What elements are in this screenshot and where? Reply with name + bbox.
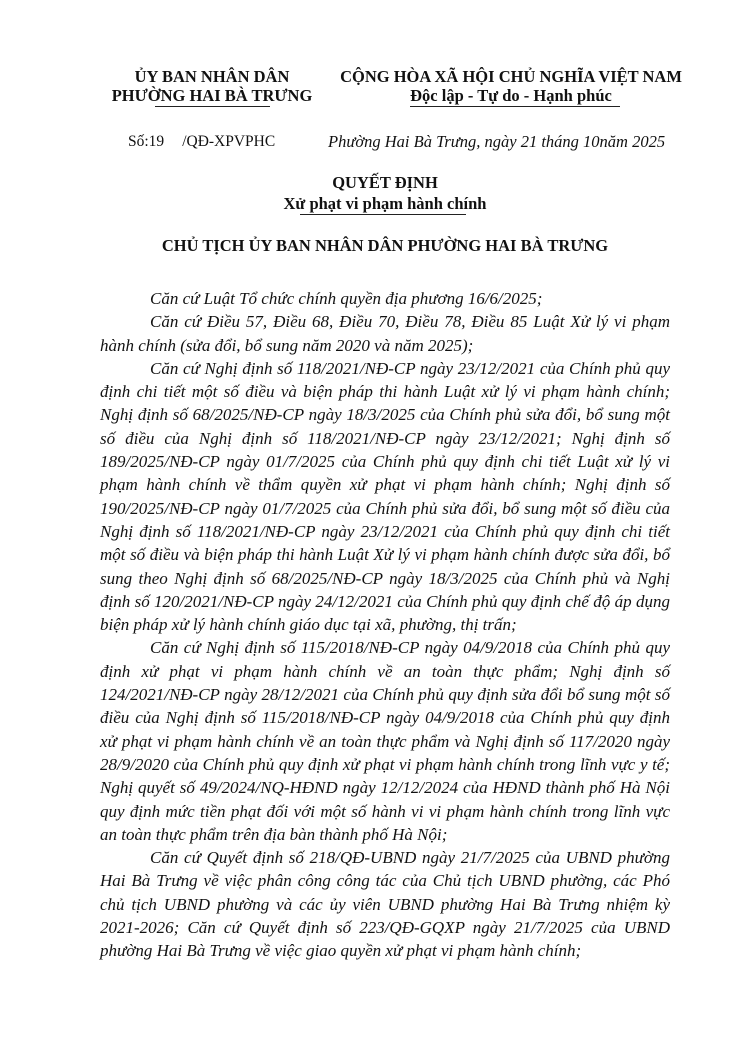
agency-ward: PHƯỜNG HAI BÀ TRƯNG [111,86,313,105]
document-type-title: QUYẾT ĐỊNH [332,173,438,192]
subject-underline-divider [300,214,466,215]
national-motto: Độc lập - Tự do - Hạnh phúc [410,86,612,105]
legal-basis-paragraph: Căn cứ Nghị định số 118/2021/NĐ-CP ngày 23/12/2021 của Chính phủ quy định chi tiết một số điều và biện pháp thi hành Luật xử lý vi phạm hành chính; Nghị định số 68/2025/NĐ-CP ngày 18/3/2025 của Chính phủ sửa đổi, bổ sung một số điều của Nghị định số 118/2021/NĐ-CP ngày 23/12/2021; Nghị định số 189/2025/NĐ-CP ngày 01/7/2025 của Chính phủ quy định chi tiết Luật xử lý vi phạm hành chính về thẩm quyền xử phạt vi phạm hành chính; Nghị định số 190/2025/NĐ-CP ngày 01/7/2025 của Chính phủ sửa đổi, bổ sung một số điều của Nghị định số 118/2021/NĐ-CP ngày 23/12/2021 của Chính phủ quy định chi tiết một số điều và biện pháp thi hành Luật Xử lý vi phạm hành chính được sửa đổi, bổ sung theo Nghị định số 68/2025/NĐ-CP ngày 18/3/2025 của Chính phủ và Nghị định số 120/2021/NĐ-CP ngày 24/12/2021 của Chính phủ quy định chế độ áp dụng biện pháp xử lý hành chính giáo dục tại xã, phường, thị trấn; [100,358,670,635]
legal-basis-paragraph: Căn cứ Điều 57, Điều 68, Điều 70, Điều 78, Điều 85 Luật Xử lý vi phạm hành chính (sửa đổi, bổ sung năm 2020 và năm 2025); [100,312,670,355]
national-title-header [326,67,696,105]
legal-basis-paragraph: Căn cứ Quyết định số 218/QĐ-UBND ngày 21/7/2025 của UBND phường Hai Bà Trưng về việc phân công công tác của Chủ tịch UBND phường, các Phó chủ tịch UBND phường và các ủy viên UBND phường Hai Bà Trưng nhiệm kỳ 2021-2026; Căn cứ Quyết định số 223/QĐ-GQXP ngày 21/7/2025 của UBND phường Hai Bà Trưng về việc giao quyền xử phạt vi phạm hành chính; [100,848,670,961]
place-date: Phường Hai Bà Trưng, ngày 21 tháng 10năm 2025 [328,132,666,151]
country-name: CỘNG HÒA XÃ HỘI CHỦ NGHĨA VIỆT NAM [340,67,682,86]
motto-underline-divider [410,106,620,107]
agency-underline-divider [155,106,270,107]
legal-basis-paragraph: Căn cứ Luật Tổ chức chính quyền địa phương 16/6/2025; [150,289,543,308]
issuing-authority: CHỦ TỊCH ỦY BAN NHÂN DÂN PHƯỜNG HAI BÀ TRƯNG [161,236,609,255]
agency-name: ỦY BAN NHÂN DÂN [134,67,290,86]
document-code: /QĐ-XPVPHC [182,133,276,150]
legal-basis-paragraph: Căn cứ Nghị định số 115/2018/NĐ-CP ngày 04/9/2018 của Chính phủ quy định xử phạt vi phạm hành chính về an toàn thực phẩm; Nghị định số 124/2021/NĐ-CP ngày 28/12/2021 của Chính phủ quy định sửa đổi bổ sung một số điều của Nghị định số 115/2018/NĐ-CP ngày 04/9/2018 của Chính phủ quy định xử phạt vi phạm hành chính về an toàn thực phẩm và Nghị định số 117/2020 ngày 28/9/2020 của Chính phủ quy định xử phạt vi phạm hành chính trong lĩnh vực y tế; Nghị quyết số 49/2024/NQ-HĐND ngày 12/12/2024 của HĐND thành phố Hà Nội quy định mức tiền phạt đối với một số hành vi vi phạm hành chính trong lĩnh vực an toàn thực phẩm trên địa bàn thành phố Hà Nội; [100,638,670,844]
document-number-value: Số:19 [128,133,165,150]
document-number [128,133,275,151]
issuing-agency-header [100,67,324,105]
document-subject: Xử phạt vi phạm hành chính [283,194,487,213]
legal-bases-section [100,287,670,963]
